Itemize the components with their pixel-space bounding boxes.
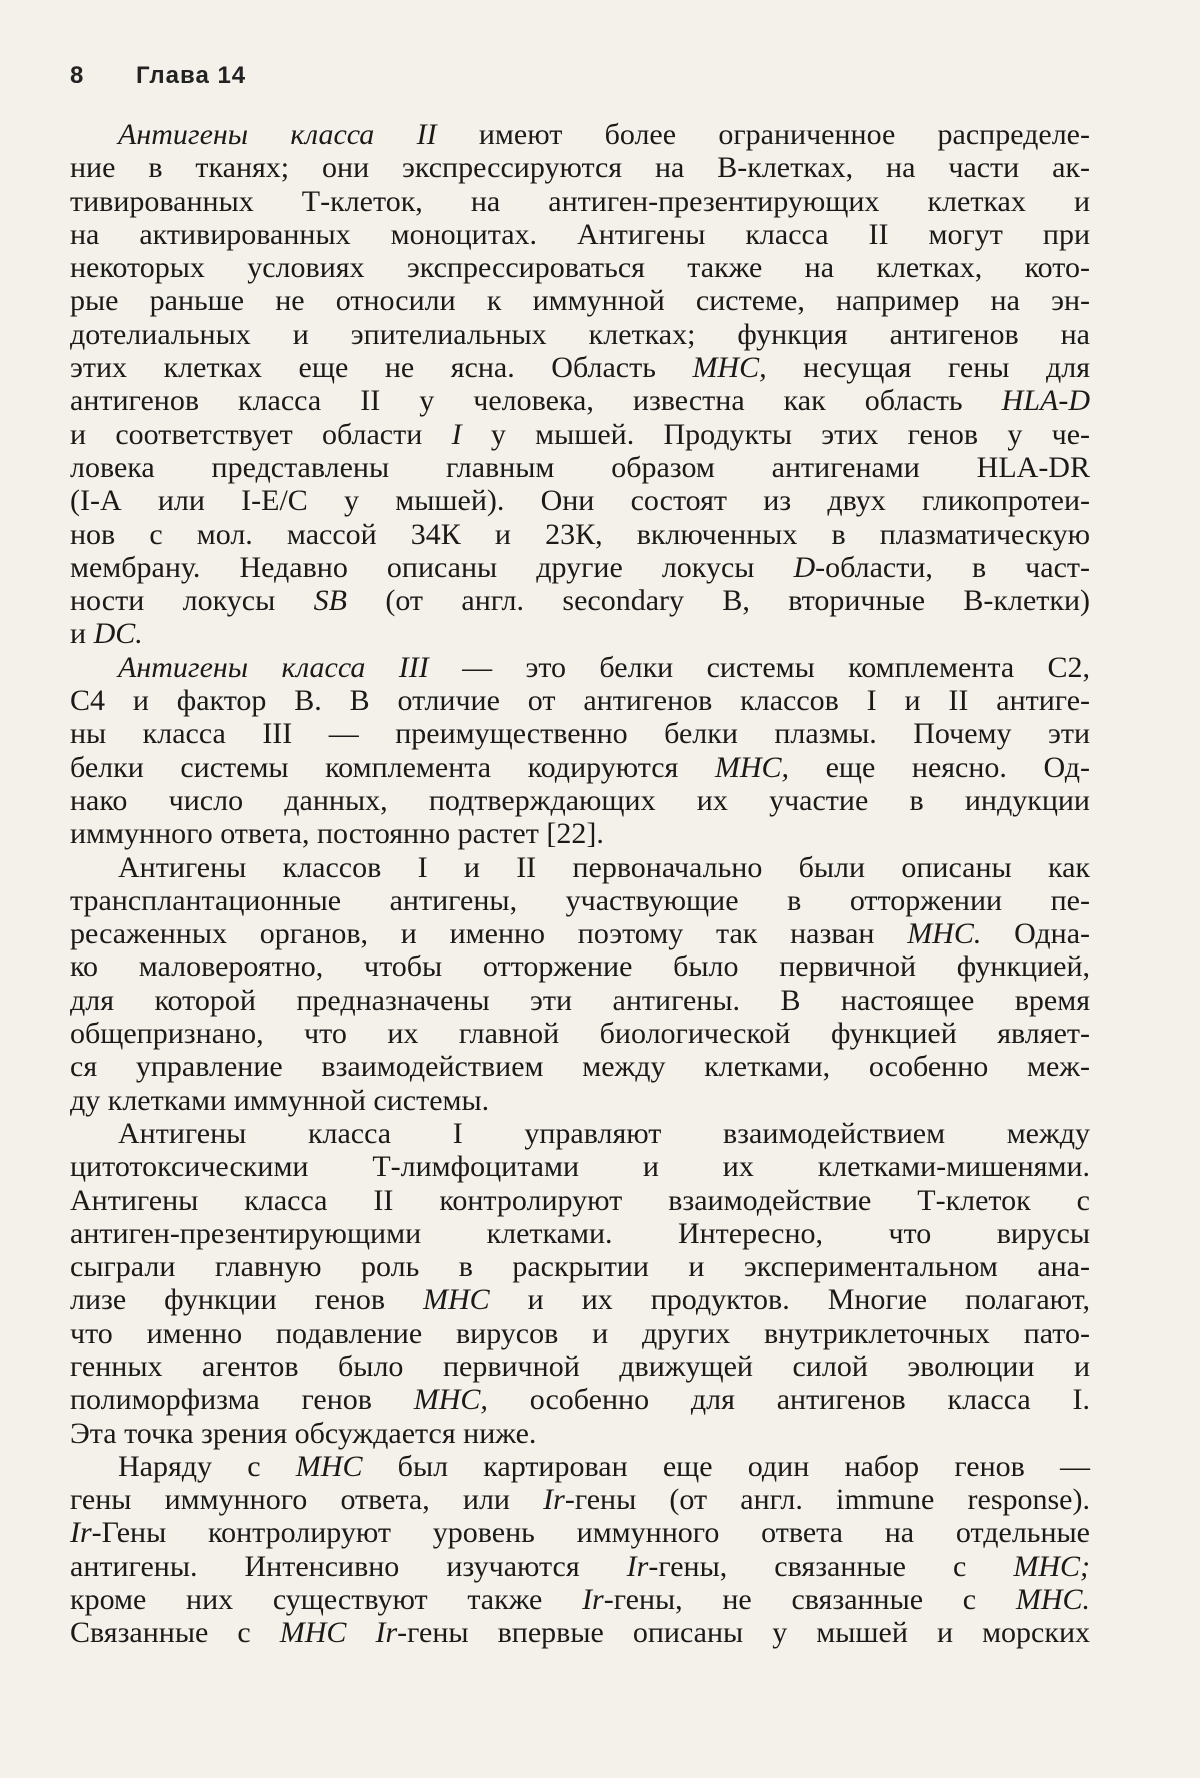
italic-term: Антигены класса II [118, 118, 437, 151]
text-run: Антигены класса II контролируют взаимодействие Т-клеток с [70, 1183, 1090, 1217]
text-line [70, 1616, 1090, 1649]
text-run: кроме них существуют также [70, 1583, 583, 1617]
italic-term: SB [313, 584, 347, 618]
text-line [70, 1117, 1090, 1150]
text-run: и их продуктов. Многие полагают, [489, 1283, 1091, 1317]
text-line [70, 817, 1090, 850]
text-run: -области, в част- [815, 550, 1090, 584]
text-run: -гены (от англ. immune response). [564, 1483, 1090, 1517]
text-run: нако число данных, подтверждающих их участие в индукции [70, 783, 1090, 817]
text-run: имеют более ограниченное распределе- [436, 118, 1090, 151]
text-run: Эта точка зрения обсуждается ниже. [70, 1416, 537, 1450]
text-run: на активированных моноцитах. Антигены класса II могут при [70, 217, 1090, 251]
text-line [70, 1483, 1090, 1516]
text-run: рые раньше не относили к иммунной системе, например на эн- [70, 284, 1090, 318]
text-line [70, 185, 1090, 218]
text-line [70, 318, 1090, 351]
italic-term: DC. [93, 617, 143, 651]
text-run: полиморфизма генов [70, 1383, 414, 1417]
running-head [70, 62, 246, 90]
text-line [70, 684, 1090, 717]
text-run: -гены, не связанные с [603, 1583, 1016, 1617]
text-run: ся управление взаимодействием между клетками, особенно меж- [70, 1050, 1090, 1084]
italic-term: D [793, 550, 816, 584]
text-run: дотелиальных и эпителиальных клетках; функция антигенов на [70, 317, 1090, 351]
text-run: лизе функции генов [70, 1283, 424, 1317]
text-line [70, 1317, 1090, 1350]
body-text [70, 118, 1090, 1650]
text-line [70, 351, 1090, 384]
paragraph [70, 651, 1090, 851]
text-run: и соответствует области [70, 417, 452, 451]
text-run: и [70, 617, 94, 651]
text-line [70, 1150, 1090, 1183]
text-line [70, 1050, 1090, 1083]
text-run: -Гены контролируют уровень иммунного ответа на отдельные [91, 1516, 1090, 1550]
text-line [70, 518, 1090, 551]
italic-term: MHC [423, 1283, 490, 1317]
text-run: -гены, связанные с [648, 1549, 1014, 1583]
text-line [70, 1283, 1090, 1316]
text-run: мембрану. Недавно описаны другие локусы [70, 550, 794, 584]
text-line [70, 884, 1090, 917]
text-line [70, 451, 1090, 484]
text-line [70, 984, 1090, 1017]
text-line [70, 418, 1090, 451]
text-line [70, 784, 1090, 817]
italic-term: MHC. [1015, 1583, 1090, 1617]
chapter-title: Глава 14 [136, 62, 247, 89]
text-line [70, 1417, 1090, 1450]
text-line [70, 251, 1090, 284]
italic-term: MHC, [413, 1383, 488, 1417]
italic-term: HLA-D [1001, 384, 1090, 418]
italic-term: Антигены класса III [118, 650, 429, 684]
text-line [70, 1084, 1090, 1117]
text-run: для которой предназначены эти антигены. В настоящее время [70, 983, 1090, 1017]
text-line [70, 1350, 1090, 1383]
text-run: антигены. Интенсивно изучаются [70, 1549, 627, 1583]
text-run: — это белки системы комплемента С2, [428, 650, 1091, 684]
text-line [70, 651, 1090, 684]
text-line [70, 1450, 1090, 1483]
paragraph [70, 851, 1090, 1117]
text-run: Связанные с [70, 1616, 280, 1650]
text-run: у мышей. Продукты этих генов у че- [461, 417, 1090, 451]
paragraph [70, 1450, 1090, 1650]
paragraph [70, 1117, 1090, 1450]
text-line [70, 851, 1090, 884]
text-run: Одна- [981, 917, 1090, 951]
text-run: С4 и фактор В. В отличие от антигенов классов I и II антиге- [70, 684, 1090, 718]
page-number: 8 [70, 62, 85, 89]
text-line [70, 584, 1090, 617]
text-line [70, 1550, 1090, 1583]
text-run: ловека представлены главным образом антигенами HLA-DR [70, 450, 1090, 484]
text-line [70, 617, 1090, 650]
text-line [70, 1516, 1090, 1549]
text-run: (I-А или I-Е/С у мышей). Они состоят из двух гликопротеи- [70, 484, 1090, 518]
text-run: ние в тканях; они экспрессируются на В-клетках, на части ак- [70, 151, 1090, 185]
text-line [70, 384, 1090, 417]
text-run: ны класса III — преимущественно белки плазмы. Почему эти [70, 717, 1090, 751]
italic-term: Ir [543, 1483, 565, 1517]
text-run: ности локусы [70, 584, 314, 618]
italic-term: I [451, 417, 462, 451]
text-run: общепризнано, что их главной биологической функцией являет- [70, 1017, 1090, 1051]
text-run: особенно для антигенов класса I. [487, 1383, 1090, 1417]
text-run: антигенов класса II у человека, известна как область [70, 384, 1002, 418]
text-run: нов с мол. массой 34К и 23К, включенных в плазматическую [70, 517, 1090, 551]
italic-term: MHC; [1013, 1549, 1090, 1583]
text-run: -гены впервые описаны у мышей и морских [397, 1616, 1091, 1650]
text-run: что именно подавление вирусов и других внутриклеточных пато- [70, 1316, 1090, 1350]
text-line [70, 151, 1090, 184]
text-run: ко маловероятно, чтобы отторжение было первичной функцией, [70, 950, 1090, 984]
text-run: этих клетках еще не ясна. Область [70, 351, 693, 385]
text-line [70, 1250, 1090, 1283]
italic-term: Ir [582, 1583, 604, 1617]
text-line [70, 717, 1090, 750]
italic-term: Ir [626, 1549, 649, 1583]
paragraph [70, 118, 1090, 651]
text-line [70, 1583, 1090, 1616]
italic-term: MHC [295, 1449, 363, 1483]
text-run: генных агентов было первичной движущей силой эволюции и [70, 1349, 1090, 1383]
text-run: ду клетками иммунной системы. [70, 1083, 490, 1117]
text-run: Антигены класса I управляют взаимодействием между [118, 1116, 1090, 1150]
text-run: Антигены классов I и II первоначально были описаны как [118, 850, 1090, 884]
text-line [70, 484, 1090, 517]
text-line [70, 1017, 1090, 1050]
text-run: (от англ. secondary В, вторичные В-клетки) [346, 584, 1091, 618]
text-run: сыграли главную роль в раскрытии и экспериментальном ана- [70, 1250, 1090, 1284]
text-line [70, 950, 1090, 983]
text-line [70, 1383, 1090, 1416]
text-run: иммунного ответа, постоянно растет [22]. [70, 817, 604, 851]
text-line [70, 551, 1090, 584]
italic-term: Ir [70, 1516, 92, 1550]
italic-term: MHC Ir [279, 1616, 398, 1650]
text-run: еще неясно. Од- [789, 750, 1090, 784]
text-run: Наряду с [118, 1449, 296, 1483]
text-line [70, 284, 1090, 317]
text-run: некоторых условиях экспрессироваться также на клетках, кото- [70, 251, 1090, 285]
italic-term: MHC, [714, 750, 790, 784]
text-line [70, 1184, 1090, 1217]
italic-term: MHC. [907, 917, 982, 951]
text-run: несущая гены для [766, 351, 1090, 385]
text-run: цитотоксическими Т-лимфоцитами и их клетками-мишенями. [70, 1150, 1090, 1184]
text-run: был картирован еще один набор генов — [362, 1449, 1091, 1483]
text-run: антиген-презентирующими клетками. Интересно, что вирусы [70, 1216, 1090, 1250]
text-run: тивированных Т-клеток, на антиген-презентирующих клетках и [70, 184, 1090, 218]
text-run: трансплантационные антигены, участвующие в отторжении пе- [70, 883, 1090, 917]
text-run: гены иммунного ответа, или [70, 1483, 544, 1517]
italic-term: MHC, [692, 351, 767, 385]
text-line [70, 1217, 1090, 1250]
text-line [70, 751, 1090, 784]
text-run: белки системы комплемента кодируются [70, 750, 715, 784]
text-line [70, 118, 1090, 151]
text-run: ресаженных органов, и именно поэтому так назван [70, 917, 908, 951]
text-line [70, 917, 1090, 950]
text-line [70, 218, 1090, 251]
